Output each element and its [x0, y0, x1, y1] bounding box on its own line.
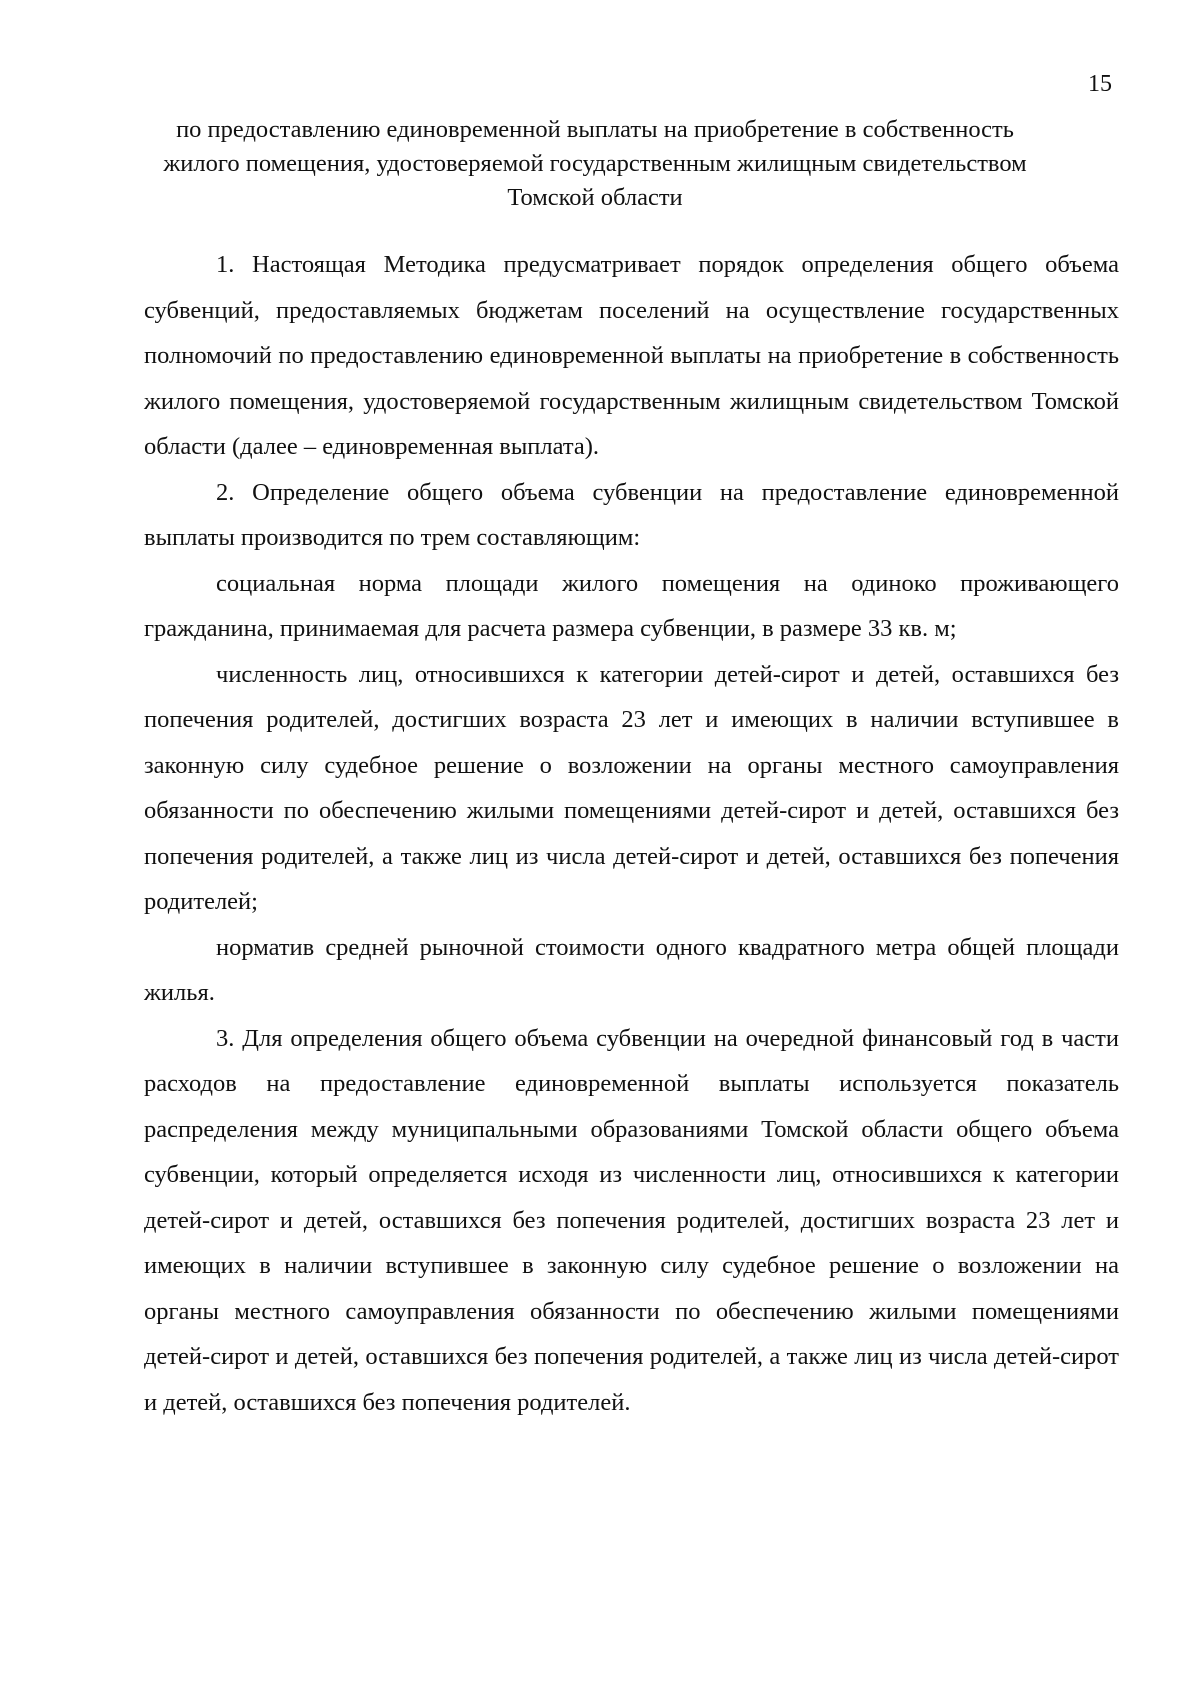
- paragraph-2: 2. Определение общего объема субвенции на предоставление единовременной выплаты производится по трем составляющим:: [144, 478, 1119, 551]
- document-heading: [130, 113, 1060, 215]
- heading-line-1: по предоставлению единовременной выплаты на приобретение в собственность: [176, 116, 1014, 143]
- paragraph-3: социальная норма площади жилого помещения на одиноко проживающего гражданина, принимаемая для расчета размера субвенции, в размере 33 кв. м;: [144, 569, 1119, 642]
- paragraph-6: 3. Для определения общего объема субвенции на очередной финансовый год в части расходов на предоставление единовременной выплаты используется показатель распределения между муниципальными образованиями Томской области общего объема субвенции, который определяется исходя из численности лиц, относившихся к категории детей-сирот и детей, оставшихся без попечения родителей, достигших возраста 23 лет и имеющих в наличии вступившее в законную силу судебное решение о возложении на органы местного самоуправления обязанности по обеспечению жилыми помещениями детей-сирот и детей, оставшихся без попечения родителей, а также лиц из числа детей-сирот и детей, оставшихся без попечения родителей.: [144, 1024, 1119, 1416]
- paragraph-1: 1. Настоящая Методика предусматривает порядок определения общего объема субвенций, предоставляемых бюджетам поселений на осуществление государственных полномочий по предоставлению единовременной выплаты на приобретение в собственность жилого помещения, удостоверяемой государственным жилищным свидетельством Томской области (далее – единовременная выплата).: [144, 251, 1119, 460]
- heading-line-3: Томской области: [507, 184, 683, 211]
- document-body: [144, 242, 1119, 1425]
- heading-line-2: жилого помещения, удостоверяемой государственным жилищным свидетельством: [163, 150, 1027, 177]
- page-number: 15: [1088, 71, 1112, 97]
- paragraph-4: численность лиц, относившихся к категории детей-сирот и детей, оставшихся без попечения родителей, достигших возраста 23 лет и имеющих в наличии вступившее в законную силу судебное решение о возложении на органы местного самоуправления обязанности по обеспечению жилыми помещениями детей-сирот и детей, оставшихся без попечения родителей, а также лиц из числа детей-сирот и детей, оставшихся без попечения родителей;: [144, 660, 1119, 915]
- paragraph-5: норматив средней рыночной стоимости одного квадратного метра общей площади жилья.: [144, 933, 1119, 1006]
